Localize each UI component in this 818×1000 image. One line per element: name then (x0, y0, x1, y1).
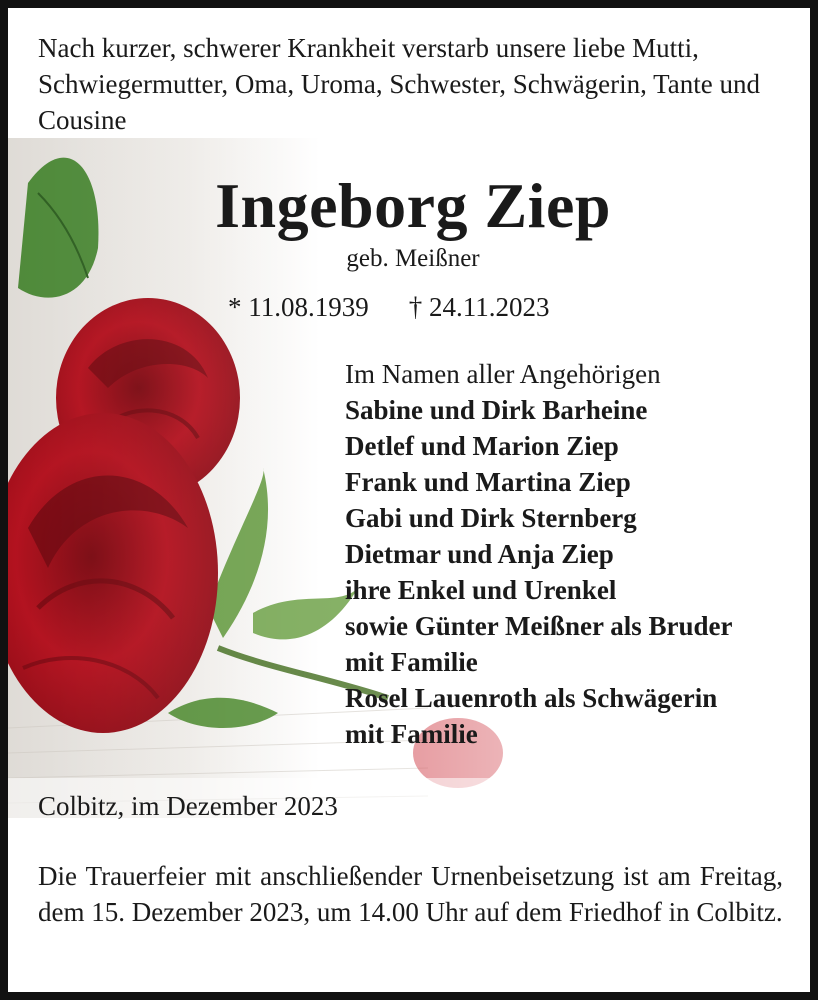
mourners-list (345, 356, 795, 752)
mourner-line: Rosel Lauenroth als Schwägerin (345, 683, 718, 713)
mourner-line: Gabi und Dirk Sternberg (345, 503, 637, 533)
deceased-name: Ingeborg Ziep (215, 170, 611, 241)
mourner-line: Dietmar und Anja Ziep (345, 539, 614, 569)
mourner-line: mit Familie (345, 647, 478, 677)
place-date: Colbitz, im Dezember 2023 (38, 791, 338, 821)
mourner-line: sowie Günter Meißner als Bruder (345, 611, 733, 641)
death-date: † 24.11.2023 (408, 292, 550, 322)
mourner-line: Sabine und Dirk Barheine (345, 395, 648, 425)
life-dates (228, 290, 628, 324)
funeral-info: Die Trauerfeier mit anschließender Urnenbeisetzung ist am Freitag, dem 15. Dezember 2023, um 14.00 Uhr auf dem Friedhof in Colbitz. (38, 861, 783, 927)
mourner-line: mit Familie (345, 719, 478, 749)
maiden-name: geb. Meißner (346, 245, 480, 272)
text-layer (8, 8, 810, 992)
mourner-line: Detlef und Marion Ziep (345, 431, 619, 461)
mourner-line: Frank und Martina Ziep (345, 467, 631, 497)
birth-date: * 11.08.1939 (228, 292, 369, 322)
intro-text: Nach kurzer, schwerer Krankheit verstarb unsere liebe Mutti, Schwiegermutter, Oma, Uroma, Schwester, Schwägerin, Tante und Cousine (38, 33, 760, 135)
mourners-lead: Im Namen aller Angehörigen (345, 359, 661, 389)
mourner-line: ihre Enkel und Urenkel (345, 575, 617, 605)
